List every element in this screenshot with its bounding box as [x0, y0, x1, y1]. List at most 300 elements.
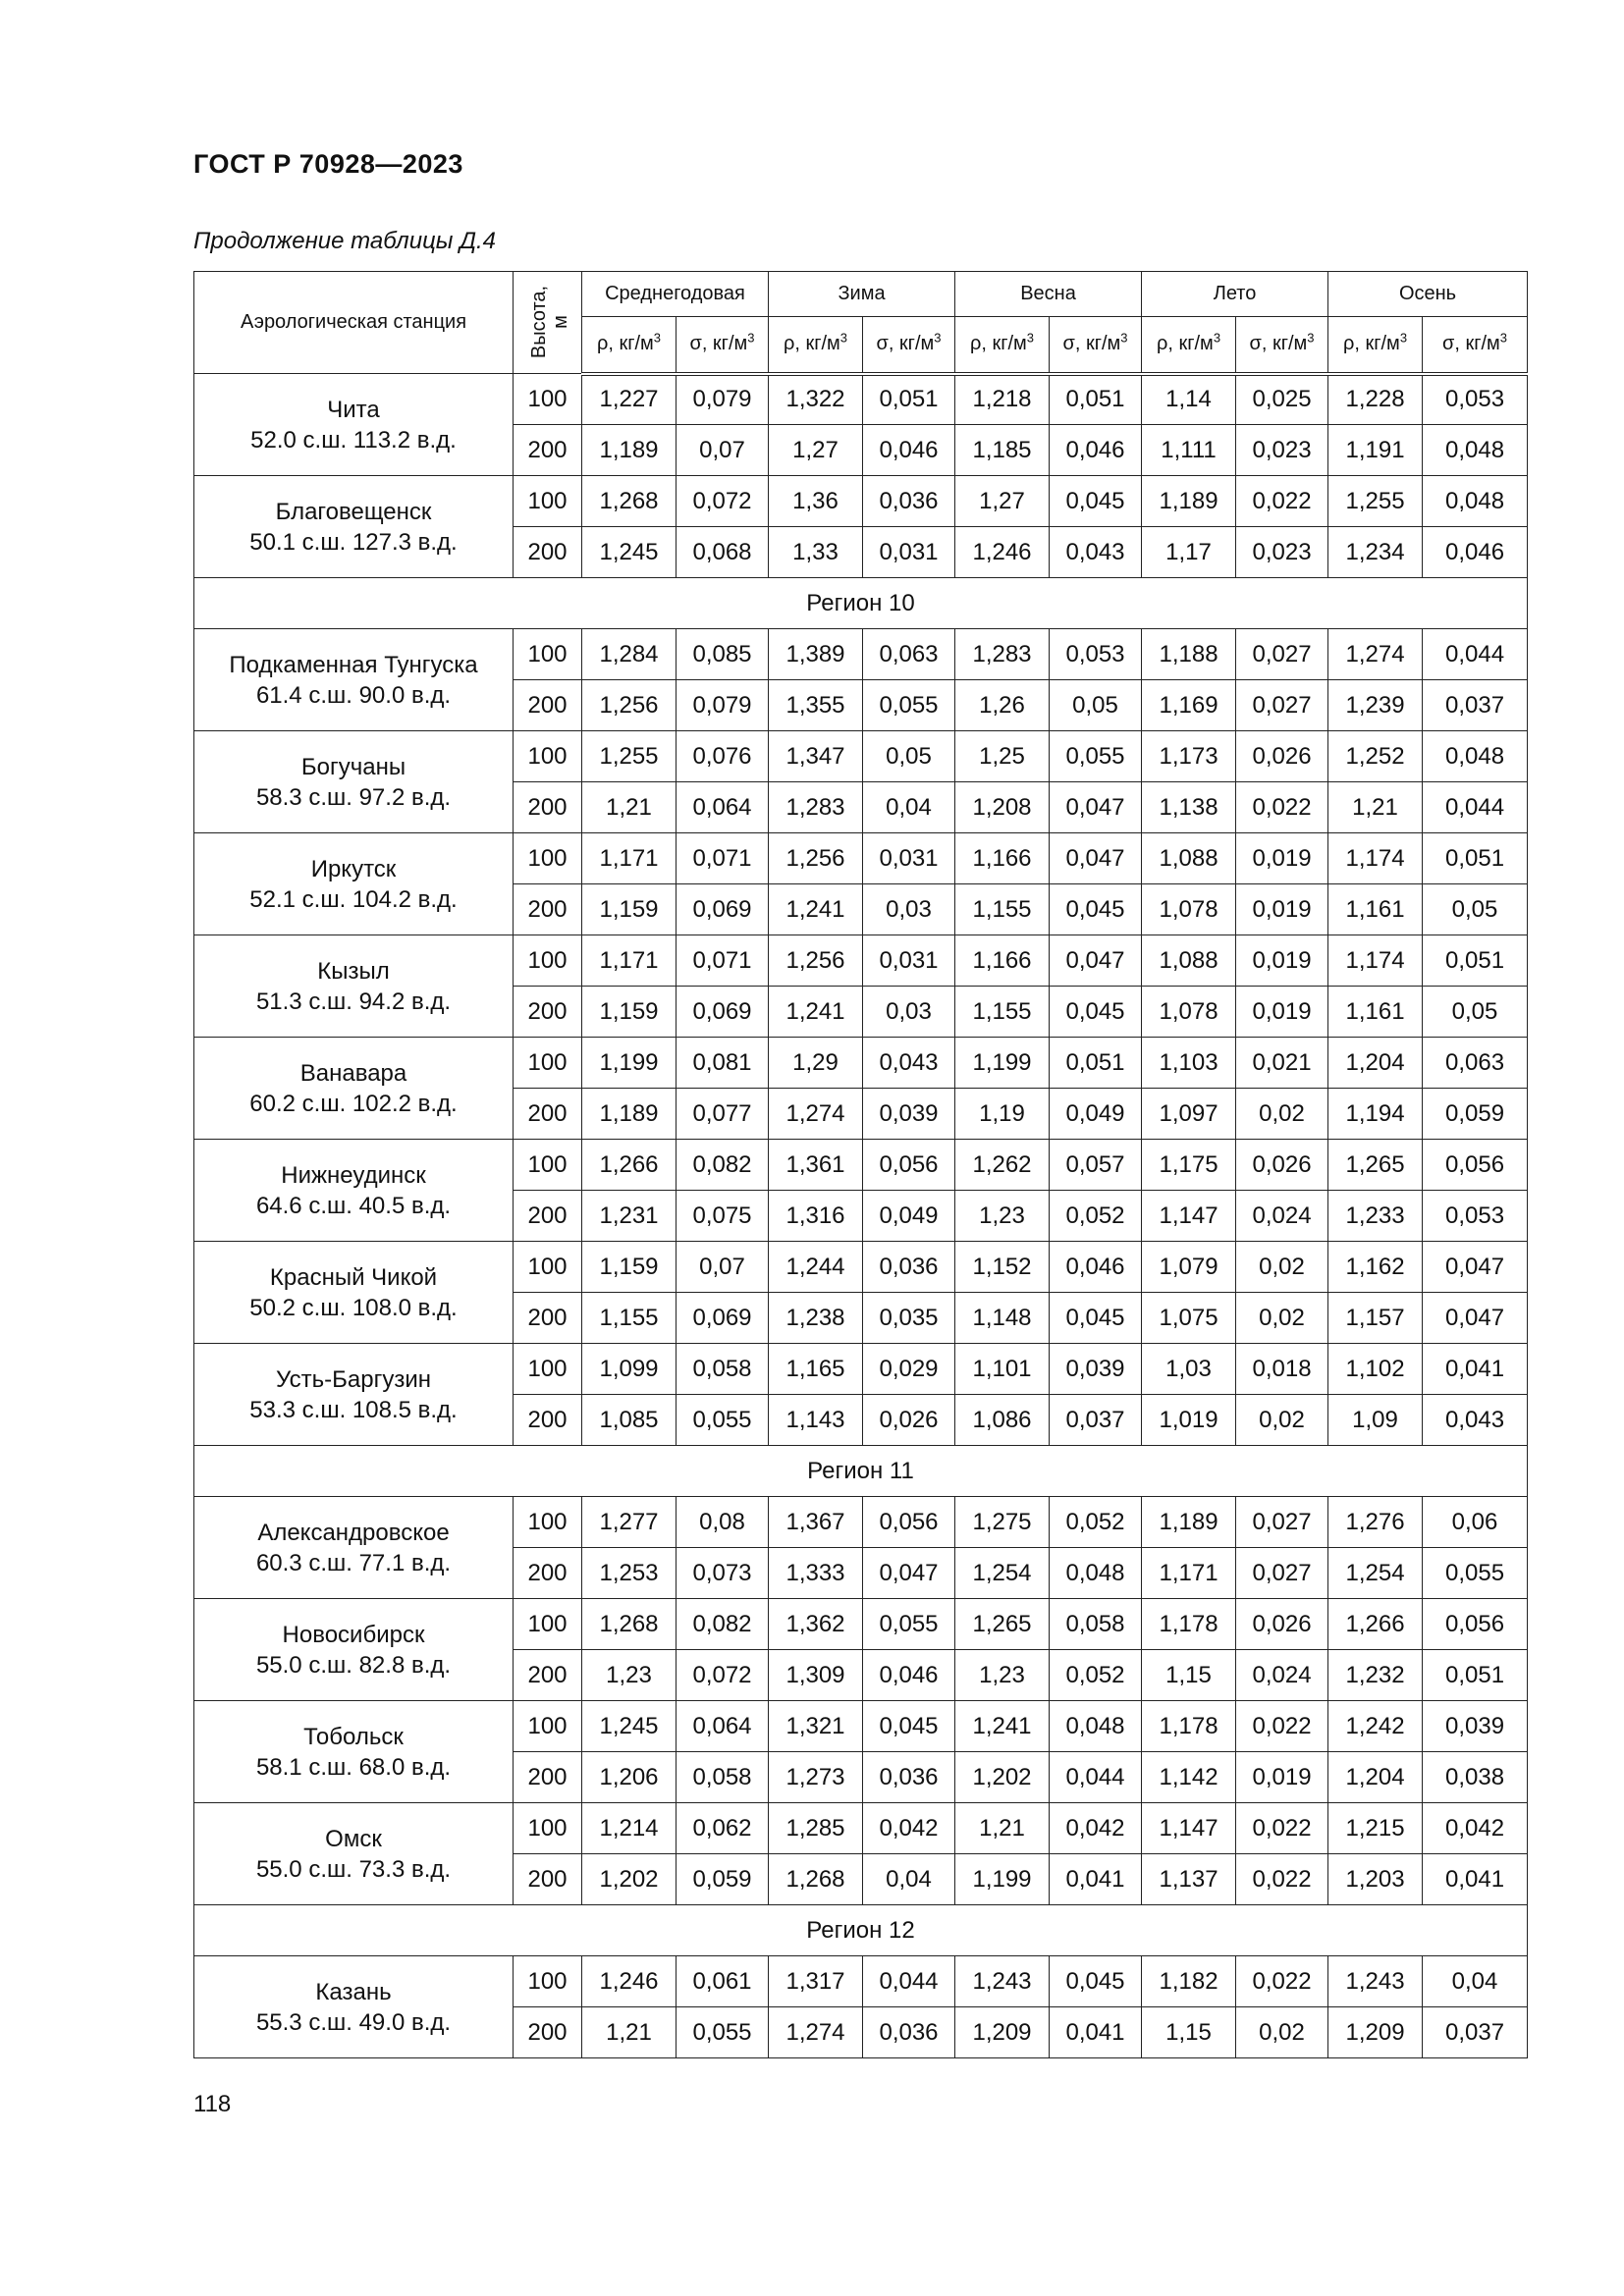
station-name: Нижнеудинск	[281, 1161, 426, 1189]
value-cell: 1,256	[582, 680, 677, 731]
value-cell: 0,038	[1423, 1752, 1528, 1803]
value-cell: 0,072	[677, 476, 769, 527]
value-cell: 1,21	[955, 1803, 1050, 1854]
value-cell: 1,268	[582, 1599, 677, 1650]
value-cell: 0,021	[1236, 1038, 1328, 1089]
value-cell: 0,055	[863, 1599, 955, 1650]
table-row	[194, 1038, 1528, 1089]
value-cell: 1,25	[955, 731, 1050, 782]
value-cell: 0,05	[1423, 987, 1528, 1038]
value-cell: 0,049	[1050, 1089, 1142, 1140]
value-cell: 1,265	[955, 1599, 1050, 1650]
value-cell: 0,047	[1050, 782, 1142, 833]
height-cell: 100	[514, 629, 582, 680]
value-cell: 1,103	[1142, 1038, 1236, 1089]
value-cell: 1,148	[955, 1293, 1050, 1344]
value-cell: 0,045	[1050, 987, 1142, 1038]
value-cell: 1,253	[582, 1548, 677, 1599]
value-cell: 1,169	[1142, 680, 1236, 731]
station-cell	[194, 731, 514, 833]
value-cell: 0,027	[1236, 1497, 1328, 1548]
value-cell: 1,322	[769, 374, 863, 425]
value-cell: 1,078	[1142, 987, 1236, 1038]
region-row	[194, 1905, 1528, 1956]
height-cell: 100	[514, 1956, 582, 2007]
value-cell: 0,055	[1050, 731, 1142, 782]
value-cell: 0,047	[863, 1548, 955, 1599]
station-coords: 50.2 с.ш. 108.0 в.д.	[249, 1294, 458, 1321]
value-cell: 0,081	[677, 1038, 769, 1089]
value-cell: 0,026	[863, 1395, 955, 1446]
header-unit-sigma: σ, $кг/м^3$	[1050, 317, 1142, 374]
value-cell: 1,214	[582, 1803, 677, 1854]
table-row	[194, 1497, 1528, 1548]
value-cell: 0,059	[1423, 1089, 1528, 1140]
table-caption: Продолжение таблицы Д.4	[193, 228, 497, 254]
value-cell: 0,051	[1423, 1650, 1528, 1701]
height-cell: 200	[514, 1191, 582, 1242]
header-unit-rho: ρ, $кг/м^3$	[582, 317, 677, 374]
value-cell: 0,043	[863, 1038, 955, 1089]
value-cell: 0,048	[1423, 731, 1528, 782]
value-cell: 0,068	[677, 527, 769, 578]
value-cell: 0,044	[1423, 629, 1528, 680]
station-name: Александровское	[257, 1519, 450, 1546]
document-code: ГОСТ Р 70928—2023	[193, 149, 463, 179]
value-cell: 1,155	[955, 987, 1050, 1038]
value-cell: 0,071	[677, 833, 769, 884]
value-cell: 1,23	[582, 1650, 677, 1701]
value-cell: 1,078	[1142, 884, 1236, 935]
value-cell: 1,277	[582, 1497, 677, 1548]
value-cell: 0,048	[1423, 425, 1528, 476]
value-cell: 1,075	[1142, 1293, 1236, 1344]
value-cell: 1,262	[955, 1140, 1050, 1191]
value-cell: 1,175	[1142, 1140, 1236, 1191]
value-cell: 0,046	[863, 1650, 955, 1701]
height-cell: 200	[514, 1293, 582, 1344]
height-cell: 200	[514, 884, 582, 935]
value-cell: 0,02	[1236, 1293, 1328, 1344]
value-cell: 0,025	[1236, 374, 1328, 425]
height-cell: 100	[514, 1344, 582, 1395]
value-cell: 0,051	[1050, 1038, 1142, 1089]
value-cell: 1,266	[582, 1140, 677, 1191]
value-cell: 1,15	[1142, 1650, 1236, 1701]
header-season-annual: Среднегодовая	[582, 272, 769, 317]
value-cell: 1,27	[769, 425, 863, 476]
value-cell: 0,03	[863, 884, 955, 935]
value-cell: 1,088	[1142, 833, 1236, 884]
value-cell: 0,041	[1050, 1854, 1142, 1905]
value-cell: 0,026	[1236, 731, 1328, 782]
station-coords: 53.3 с.ш. 108.5 в.д.	[249, 1396, 458, 1423]
value-cell: 0,023	[1236, 527, 1328, 578]
table-row	[194, 1344, 1528, 1395]
value-cell: 0,031	[863, 935, 955, 987]
table-row	[194, 1242, 1528, 1293]
value-cell: 0,04	[863, 1854, 955, 1905]
value-cell: 0,019	[1236, 884, 1328, 935]
value-cell: 0,026	[1236, 1599, 1328, 1650]
value-cell: 1,102	[1328, 1344, 1423, 1395]
value-cell: 0,02	[1236, 1395, 1328, 1446]
value-cell: 1,165	[769, 1344, 863, 1395]
value-cell: 0,022	[1236, 1803, 1328, 1854]
station-coords: 60.2 с.ш. 102.2 в.д.	[249, 1090, 458, 1117]
value-cell: 0,051	[1423, 935, 1528, 987]
station-cell	[194, 1242, 514, 1344]
height-cell: 100	[514, 1803, 582, 1854]
value-cell: 1,242	[1328, 1701, 1423, 1752]
value-cell: 0,019	[1236, 935, 1328, 987]
page-number: 118	[193, 2091, 232, 2117]
header-unit-rho: ρ, $кг/м^3$	[769, 317, 863, 374]
table-row	[194, 629, 1528, 680]
value-cell: 1,097	[1142, 1089, 1236, 1140]
header-unit-sigma: σ, $кг/м^3$	[677, 317, 769, 374]
value-cell: 0,053	[1423, 1191, 1528, 1242]
value-cell: 1,191	[1328, 425, 1423, 476]
value-cell: 0,063	[1423, 1038, 1528, 1089]
table-row	[194, 935, 1528, 987]
value-cell: 0,051	[1423, 833, 1528, 884]
value-cell: 0,022	[1236, 782, 1328, 833]
station-name: Тобольск	[303, 1723, 404, 1750]
station-name: Иркутск	[310, 855, 397, 882]
station-coords: 55.0 с.ш. 82.8 в.д.	[255, 1651, 452, 1679]
value-cell: 1,23	[955, 1650, 1050, 1701]
value-cell: 0,069	[677, 987, 769, 1038]
value-cell: 1,189	[582, 1089, 677, 1140]
station-coords: 51.3 с.ш. 94.2 в.д.	[255, 988, 452, 1015]
value-cell: 0,079	[677, 680, 769, 731]
value-cell: 1,232	[1328, 1650, 1423, 1701]
region-label: Регион 10	[194, 578, 1528, 629]
value-cell: 0,072	[677, 1650, 769, 1701]
value-cell: 0,039	[1050, 1344, 1142, 1395]
height-cell: 200	[514, 1395, 582, 1446]
value-cell: 0,045	[863, 1701, 955, 1752]
value-cell: 1,099	[582, 1344, 677, 1395]
value-cell: 0,041	[1423, 1344, 1528, 1395]
table-row	[194, 731, 1528, 782]
table-row	[194, 1140, 1528, 1191]
station-cell	[194, 1038, 514, 1140]
value-cell: 0,04	[863, 782, 955, 833]
header-unit-rho: ρ, $кг/м^3$	[1142, 317, 1236, 374]
value-cell: 0,042	[863, 1803, 955, 1854]
value-cell: 0,04	[1423, 1956, 1528, 2007]
height-cell: 200	[514, 1548, 582, 1599]
value-cell: 1,283	[955, 629, 1050, 680]
station-coords: 60.3 с.ш. 77.1 в.д.	[255, 1549, 452, 1576]
station-name: Казань	[315, 1978, 392, 2005]
value-cell: 1,189	[1142, 1497, 1236, 1548]
header-height-label: Высота, м	[528, 285, 572, 359]
value-cell: 0,058	[677, 1752, 769, 1803]
value-cell: 1,243	[1328, 1956, 1423, 2007]
station-cell	[194, 833, 514, 935]
station-name: Кызыл	[317, 957, 390, 985]
value-cell: 1,202	[582, 1854, 677, 1905]
value-cell: 0,022	[1236, 1701, 1328, 1752]
value-cell: 0,079	[677, 374, 769, 425]
station-cell	[194, 935, 514, 1038]
value-cell: 0,022	[1236, 1854, 1328, 1905]
value-cell: 0,047	[1423, 1242, 1528, 1293]
value-cell: 1,152	[955, 1242, 1050, 1293]
table-row	[194, 476, 1528, 527]
value-cell: 0,046	[863, 425, 955, 476]
value-cell: 0,052	[1050, 1191, 1142, 1242]
value-cell: 1,03	[1142, 1344, 1236, 1395]
value-cell: 0,05	[863, 731, 955, 782]
value-cell: 0,056	[1423, 1140, 1528, 1191]
value-cell: 1,171	[582, 833, 677, 884]
value-cell: 1,245	[582, 527, 677, 578]
station-cell	[194, 1701, 514, 1803]
region-label: Регион 12	[194, 1905, 1528, 1956]
value-cell: 0,031	[863, 527, 955, 578]
value-cell: 0,03	[863, 987, 955, 1038]
value-cell: 1,189	[582, 425, 677, 476]
value-cell: 0,02	[1236, 1089, 1328, 1140]
value-cell: 1,137	[1142, 1854, 1236, 1905]
value-cell: 1,161	[1328, 884, 1423, 935]
value-cell: 0,042	[1050, 1803, 1142, 1854]
value-cell: 1,245	[582, 1701, 677, 1752]
value-cell: 1,204	[1328, 1752, 1423, 1803]
station-cell	[194, 476, 514, 578]
value-cell: 1,21	[582, 2007, 677, 2058]
value-cell: 0,047	[1050, 833, 1142, 884]
value-cell: 1,203	[1328, 1854, 1423, 1905]
value-cell: 0,076	[677, 731, 769, 782]
station-coords: 61.4 с.ш. 90.0 в.д.	[255, 681, 452, 709]
value-cell: 1,252	[1328, 731, 1423, 782]
value-cell: 1,14	[1142, 374, 1236, 425]
value-cell: 0,047	[1050, 935, 1142, 987]
header-season-winter: Зима	[769, 272, 955, 317]
station-cell	[194, 1140, 514, 1242]
value-cell: 0,019	[1236, 1752, 1328, 1803]
region-label: Регион 11	[194, 1446, 1528, 1497]
value-cell: 1,171	[1142, 1548, 1236, 1599]
value-cell: 1,265	[1328, 1140, 1423, 1191]
station-name: Омск	[325, 1825, 382, 1852]
value-cell: 1,204	[1328, 1038, 1423, 1089]
value-cell: 0,022	[1236, 476, 1328, 527]
value-cell: 1,254	[1328, 1548, 1423, 1599]
height-cell: 100	[514, 476, 582, 527]
value-cell: 1,255	[582, 731, 677, 782]
value-cell: 0,048	[1423, 476, 1528, 527]
value-cell: 0,06	[1423, 1497, 1528, 1548]
value-cell: 1,173	[1142, 731, 1236, 782]
value-cell: 0,073	[677, 1548, 769, 1599]
station-coords: 64.6 с.ш. 40.5 в.д.	[255, 1192, 452, 1219]
value-cell: 0,046	[1050, 425, 1142, 476]
value-cell: 0,08	[677, 1497, 769, 1548]
height-cell: 200	[514, 680, 582, 731]
value-cell: 1,227	[582, 374, 677, 425]
value-cell: 0,07	[677, 1242, 769, 1293]
value-cell: 1,111	[1142, 425, 1236, 476]
height-cell: 200	[514, 1650, 582, 1701]
value-cell: 1,138	[1142, 782, 1236, 833]
value-cell: 1,15	[1142, 2007, 1236, 2058]
value-cell: 0,029	[863, 1344, 955, 1395]
value-cell: 1,26	[955, 680, 1050, 731]
value-cell: 0,031	[863, 833, 955, 884]
value-cell: 0,044	[1050, 1752, 1142, 1803]
value-cell: 1,147	[1142, 1191, 1236, 1242]
height-cell: 100	[514, 1140, 582, 1191]
header-unit-rho: ρ, $кг/м^3$	[1328, 317, 1423, 374]
height-cell: 200	[514, 1089, 582, 1140]
value-cell: 1,199	[955, 1854, 1050, 1905]
value-cell: 0,048	[1050, 1701, 1142, 1752]
station-coords: 58.1 с.ш. 68.0 в.д.	[255, 1753, 452, 1781]
table-row	[194, 374, 1528, 425]
value-cell: 1,199	[582, 1038, 677, 1089]
value-cell: 1,274	[769, 1089, 863, 1140]
value-cell: 0,056	[863, 1497, 955, 1548]
value-cell: 1,255	[1328, 476, 1423, 527]
station-name: Чита	[327, 396, 380, 423]
value-cell: 1,234	[1328, 527, 1423, 578]
value-cell: 0,019	[1236, 833, 1328, 884]
header-unit-sigma: σ, $кг/м^3$	[1236, 317, 1328, 374]
value-cell: 1,246	[582, 1956, 677, 2007]
value-cell: 0,036	[863, 476, 955, 527]
value-cell: 0,045	[1050, 476, 1142, 527]
value-cell: 0,045	[1050, 884, 1142, 935]
station-coords: 58.3 с.ш. 97.2 в.д.	[255, 783, 452, 811]
value-cell: 0,055	[677, 2007, 769, 2058]
station-cell	[194, 1344, 514, 1446]
height-cell: 100	[514, 731, 582, 782]
value-cell: 1,166	[955, 833, 1050, 884]
value-cell: 1,143	[769, 1395, 863, 1446]
value-cell: 1,188	[1142, 629, 1236, 680]
value-cell: 0,061	[677, 1956, 769, 2007]
value-cell: 1,246	[955, 527, 1050, 578]
value-cell: 0,036	[863, 1752, 955, 1803]
value-cell: 1,283	[769, 782, 863, 833]
value-cell: 1,147	[1142, 1803, 1236, 1854]
station-coords: 52.0 с.ш. 113.2 в.д.	[250, 426, 457, 454]
value-cell: 1,29	[769, 1038, 863, 1089]
value-cell: 1,274	[769, 2007, 863, 2058]
value-cell: 0,044	[1423, 782, 1528, 833]
station-coords: 52.1 с.ш. 104.2 в.д.	[249, 885, 458, 913]
value-cell: 0,044	[863, 1956, 955, 2007]
value-cell: 0,058	[1050, 1599, 1142, 1650]
value-cell: 1,178	[1142, 1599, 1236, 1650]
value-cell: 1,333	[769, 1548, 863, 1599]
height-cell: 100	[514, 935, 582, 987]
value-cell: 1,355	[769, 680, 863, 731]
value-cell: 1,189	[1142, 476, 1236, 527]
value-cell: 1,309	[769, 1650, 863, 1701]
value-cell: 1,19	[955, 1089, 1050, 1140]
value-cell: 1,159	[582, 1242, 677, 1293]
station-name: Новосибирск	[282, 1621, 425, 1648]
header-season-summer: Лето	[1142, 272, 1328, 317]
value-cell: 0,024	[1236, 1650, 1328, 1701]
value-cell: 1,215	[1328, 1803, 1423, 1854]
value-cell: 0,039	[863, 1089, 955, 1140]
value-cell: 0,048	[1050, 1548, 1142, 1599]
value-cell: 0,052	[1050, 1650, 1142, 1701]
value-cell: 0,041	[1050, 2007, 1142, 2058]
value-cell: 1,228	[1328, 374, 1423, 425]
value-cell: 1,274	[1328, 629, 1423, 680]
value-cell: 1,202	[955, 1752, 1050, 1803]
value-cell: 1,33	[769, 527, 863, 578]
station-coords: 55.3 с.ш. 49.0 в.д.	[255, 2008, 452, 2036]
height-cell: 100	[514, 1599, 582, 1650]
value-cell: 1,266	[1328, 1599, 1423, 1650]
value-cell: 1,182	[1142, 1956, 1236, 2007]
value-cell: 1,362	[769, 1599, 863, 1650]
value-cell: 0,036	[863, 1242, 955, 1293]
value-cell: 0,019	[1236, 987, 1328, 1038]
height-cell: 100	[514, 1701, 582, 1752]
value-cell: 0,055	[863, 680, 955, 731]
value-cell: 1,389	[769, 629, 863, 680]
value-cell: 1,36	[769, 476, 863, 527]
value-cell: 1,209	[955, 2007, 1050, 2058]
value-cell: 1,142	[1142, 1752, 1236, 1803]
value-cell: 1,206	[582, 1752, 677, 1803]
table-row	[194, 1701, 1528, 1752]
value-cell: 0,082	[677, 1599, 769, 1650]
height-cell: 200	[514, 2007, 582, 2058]
value-cell: 1,171	[582, 935, 677, 987]
value-cell: 0,022	[1236, 1956, 1328, 2007]
value-cell: 1,27	[955, 476, 1050, 527]
value-cell: 1,273	[769, 1752, 863, 1803]
station-name: Подкаменная Тунгуска	[229, 651, 478, 678]
value-cell: 1,285	[769, 1803, 863, 1854]
value-cell: 1,367	[769, 1497, 863, 1548]
value-cell: 0,037	[1423, 680, 1528, 731]
table-row	[194, 1803, 1528, 1854]
value-cell: 0,064	[677, 1701, 769, 1752]
value-cell: 1,254	[955, 1548, 1050, 1599]
header-season-spring: Весна	[955, 272, 1142, 317]
value-cell: 1,268	[582, 476, 677, 527]
value-cell: 1,208	[955, 782, 1050, 833]
height-cell: 100	[514, 833, 582, 884]
value-cell: 0,027	[1236, 680, 1328, 731]
value-cell: 0,056	[1423, 1599, 1528, 1650]
value-cell: 1,085	[582, 1395, 677, 1446]
value-cell: 0,069	[677, 1293, 769, 1344]
value-cell: 0,059	[677, 1854, 769, 1905]
value-cell: 0,077	[677, 1089, 769, 1140]
height-cell: 100	[514, 374, 582, 425]
value-cell: 1,361	[769, 1140, 863, 1191]
value-cell: 1,218	[955, 374, 1050, 425]
value-cell: 1,321	[769, 1701, 863, 1752]
value-cell: 1,166	[955, 935, 1050, 987]
value-cell: 1,239	[1328, 680, 1423, 731]
header-height	[514, 272, 582, 374]
